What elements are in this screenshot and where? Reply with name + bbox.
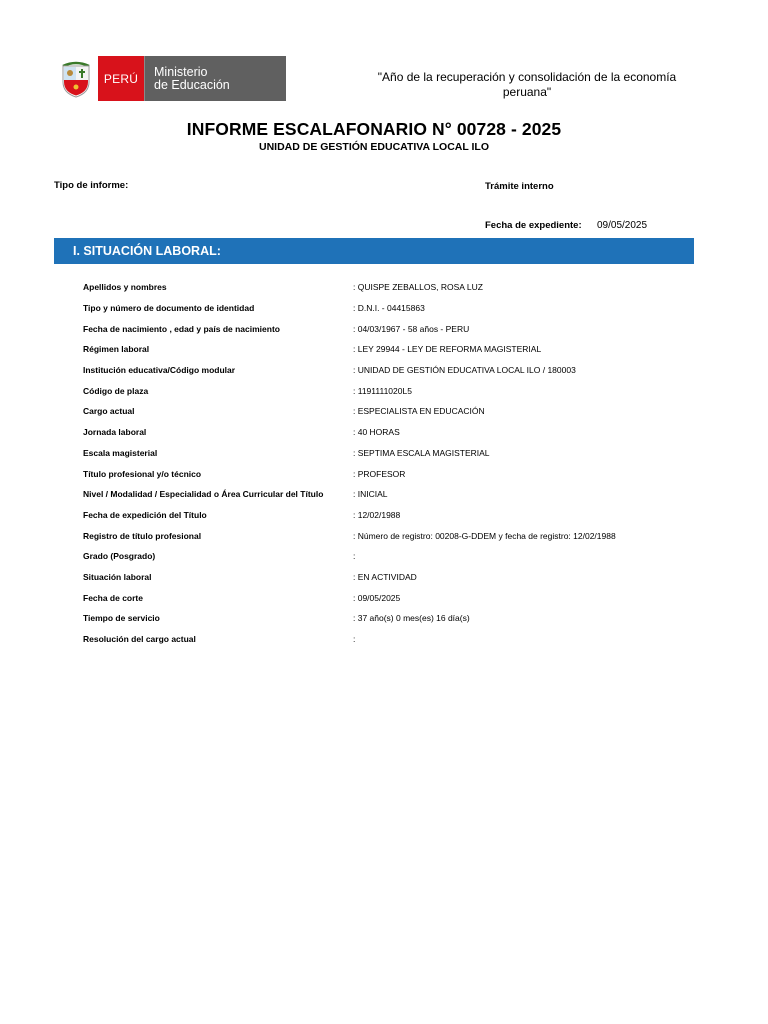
logo-country: PERÚ (98, 56, 144, 101)
detail-value: : QUISPE ZEBALLOS, ROSA LUZ (353, 282, 483, 293)
filing-date-value: 09/05/2025 (597, 220, 648, 231)
detail-value: : 04/03/1967 - 58 años - PERU (353, 323, 470, 334)
report-type-label: Tipo de informe: (54, 180, 129, 191)
logo-ministry-line2: de Educación (154, 77, 230, 92)
detail-row (83, 608, 703, 629)
detail-label: Fecha de nacimiento , edad y país de nacimiento (83, 323, 280, 334)
detail-label: Título profesional y/o técnico (83, 468, 202, 479)
detail-value: : D.N.I. - 04415863 (353, 303, 425, 314)
year-motto: "Año de la recuperación y consolidación de la economía peruana" (377, 70, 677, 99)
detail-value: : Número de registro: 00208-G-DDEM y fecha de registro: 12/02/1988 (353, 530, 616, 541)
detail-row (83, 567, 703, 588)
detail-row (83, 629, 703, 650)
procedure-type: Trámite interno (485, 181, 554, 192)
detail-value: : ESPECIALISTA EN EDUCACIÓN (353, 406, 485, 417)
section-header-employment (54, 238, 694, 264)
report-subtitle: UNIDAD DE GESTIÓN EDUCATIVA LOCAL ILO (258, 141, 490, 153)
detail-value: : 12/02/1988 (353, 509, 401, 520)
detail-row (83, 422, 703, 443)
detail-label: Jornada laboral (83, 427, 147, 438)
detail-row (83, 318, 703, 339)
logo-ministry (144, 56, 286, 101)
detail-label: Registro de título profesional (83, 530, 202, 541)
peru-coat-of-arms-icon (54, 56, 98, 101)
detail-label: Grado (Posgrado) (83, 551, 156, 562)
detail-value: : INICIAL (353, 489, 388, 500)
detail-row (83, 401, 703, 422)
detail-value: : UNIDAD DE GESTIÓN EDUCATIVA LOCAL ILO / 180003 (353, 365, 576, 376)
detail-label: Tiempo de servicio (83, 613, 160, 624)
detail-value: : (353, 634, 356, 645)
detail-row (83, 443, 703, 464)
detail-row (83, 546, 703, 567)
detail-value: : EN ACTIVIDAD (353, 571, 417, 582)
detail-row (83, 505, 703, 526)
section-title: I. SITUACIÓN LABORAL: (73, 244, 221, 258)
detail-label: Código de plaza (83, 385, 149, 396)
detail-row (83, 360, 703, 381)
detail-value: : 40 HORAS (353, 427, 400, 438)
detail-label: Cargo actual (83, 406, 135, 417)
detail-value: : 37 año(s) 0 mes(es) 16 día(s) (353, 613, 470, 624)
detail-value: : LEY 29944 - LEY DE REFORMA MAGISTERIAL (353, 344, 542, 355)
detail-label: Tipo y número de documento de identidad (83, 303, 255, 314)
detail-label: Institución educativa/Código modular (83, 365, 236, 376)
detail-row (83, 484, 703, 505)
detail-row (83, 587, 703, 608)
employment-details-list (83, 277, 703, 649)
detail-row (83, 380, 703, 401)
logo-ministry-line1: Ministerio (154, 64, 208, 79)
detail-row (83, 339, 703, 360)
detail-value: : PROFESOR (353, 468, 406, 479)
detail-label: Situación laboral (83, 571, 152, 582)
detail-label: Escala magisterial (83, 447, 158, 458)
detail-row (83, 525, 703, 546)
detail-value: : 1191111020L5 (353, 385, 412, 396)
detail-label: Fecha de expedición del Título (83, 509, 207, 520)
detail-label: Apellidos y nombres (83, 282, 167, 293)
detail-row (83, 463, 703, 484)
detail-row (83, 277, 703, 298)
filing-date-label: Fecha de expediente: (485, 220, 582, 231)
detail-label: Fecha de corte (83, 592, 143, 603)
detail-value: : SEPTIMA ESCALA MAGISTERIAL (353, 447, 490, 458)
detail-row (83, 298, 703, 319)
report-title: INFORME ESCALAFONARIO N° 00728 - 2025 (186, 119, 562, 139)
detail-label: Resolución del cargo actual (83, 634, 196, 645)
detail-label: Régimen laboral (83, 344, 150, 355)
detail-value: : (353, 551, 356, 562)
detail-label: Nivel / Modalidad / Especialidad o Área Curricular del Título (83, 489, 324, 500)
detail-value: : 09/05/2025 (353, 592, 401, 603)
minedu-logo (54, 56, 286, 101)
